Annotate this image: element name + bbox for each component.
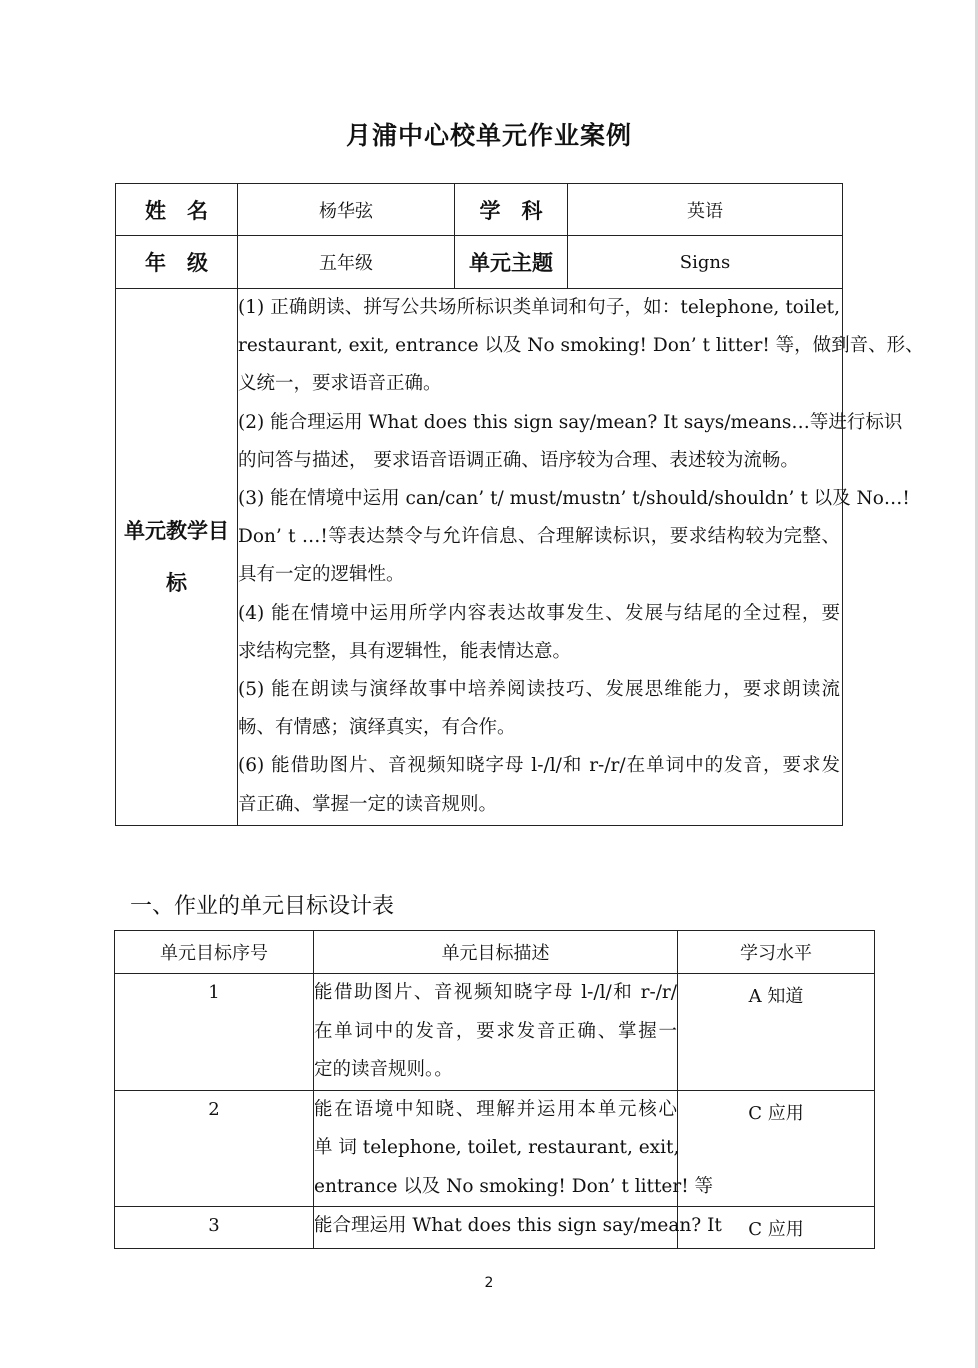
name-label: 姓 名 [116, 184, 238, 236]
page-number: 2 [484, 1275, 494, 1291]
goal-line: 畅、有情感；演绎真实，有合作。 [238, 717, 516, 739]
subject-value: 英语 [568, 184, 843, 236]
goal-line: 的问答与描述， 要求语音语调正确、语序较为合理、表述较为流畅。 [238, 449, 799, 471]
grade-label: 年 级 [116, 236, 238, 289]
table-row [115, 1207, 875, 1249]
goal-description-line: 在单词中的发音，要求发音正确、掌握一 [314, 1020, 677, 1042]
goal-line: (6) 能借助图片、音视频知晓字母 l-/l/和 r-/r/在单词中的发音，要求发 [238, 755, 840, 777]
goal-description-line: 能借助图片、音视频知晓字母 l-/l/和 r-/r/ [314, 982, 677, 1003]
goal-line: 义统一，要求语音正确。 [238, 373, 442, 395]
goal-line: (3) 能在情境中运用 can/can’ t/ must/mustn’ t/should/shouldn’ t 以及 No…! [238, 488, 910, 510]
info-table [115, 183, 924, 826]
goal-description-line: 能在语境中知晓、理解并运用本单元核心 [314, 1098, 677, 1120]
header-goal-description: 单元目标描述 [314, 931, 678, 974]
document-title: 月浦中心校单元作业案例 [345, 121, 632, 150]
goal-line: (4) 能在情境中运用所学内容表达故事发生、发展与结尾的全过程，要 [238, 602, 840, 624]
goal-description-line: 定的读音规则。。 [314, 1059, 453, 1080]
goal-line: restaurant, exit, entrance 以及 No smoking! Don’ t litter! 等，做到音、形、 [238, 335, 924, 357]
goal-line: 具有一定的逻辑性。 [238, 564, 405, 586]
header-learning-level: 学习水平 [678, 931, 875, 974]
goal-line: (5) 能在朗读与演绎故事中培养阅读技巧、发展思维能力，要求朗读流 [238, 679, 840, 701]
goals-content [238, 289, 924, 826]
learning-level: A 知道 [678, 974, 875, 1091]
goal-description-line: 单 词 telephone, toilet, restaurant, exit, [314, 1137, 680, 1158]
goal-line: Don’ t …!等表达禁令与允许信息、合理解读标识，要求结构较为完整、 [238, 526, 840, 548]
learning-level: C 应用 [678, 1207, 875, 1249]
name-value: 杨华弦 [238, 184, 455, 236]
table-row [115, 974, 875, 1091]
goal-description [314, 1207, 722, 1249]
subject-label: 学 科 [455, 184, 568, 236]
goal-description [314, 1090, 714, 1207]
grade-value: 五年级 [238, 236, 455, 289]
header-goal-number: 单元目标序号 [115, 931, 314, 974]
theme-label: 单元主题 [455, 236, 568, 289]
goals-label [116, 289, 238, 826]
goal-line: 求结构完整，具有逻辑性，能表情达意。 [238, 640, 572, 662]
table-row [115, 1090, 875, 1207]
goal-line: (1) 正确朗读、拼写公共场所标识类单词和句子，如：telephone, toilet, [238, 297, 840, 318]
goal-description-line: entrance 以及 No smoking! Don’ t litter! 等 [314, 1175, 714, 1197]
goal-description [314, 974, 678, 1091]
goal-design-table [114, 930, 875, 1249]
goals-label-line2: 标 [166, 571, 187, 595]
goal-line: (2) 能合理运用 What does this sign say/mean? It says/means…等进行标识 [238, 411, 903, 433]
goal-line: 音正确、掌握一定的读音规则。 [238, 793, 498, 815]
section-heading: 一、作业的单元目标设计表 [130, 894, 395, 919]
goal-number: 3 [115, 1207, 314, 1249]
goal-description-line: 能合理运用 What does this sign say/mean? It [314, 1215, 722, 1236]
theme-value: Signs [568, 236, 843, 289]
goal-number: 1 [115, 974, 314, 1091]
goal-number: 2 [115, 1090, 314, 1207]
learning-level: C 应用 [678, 1090, 875, 1207]
goals-label-line1: 单元教学目 [124, 519, 229, 543]
